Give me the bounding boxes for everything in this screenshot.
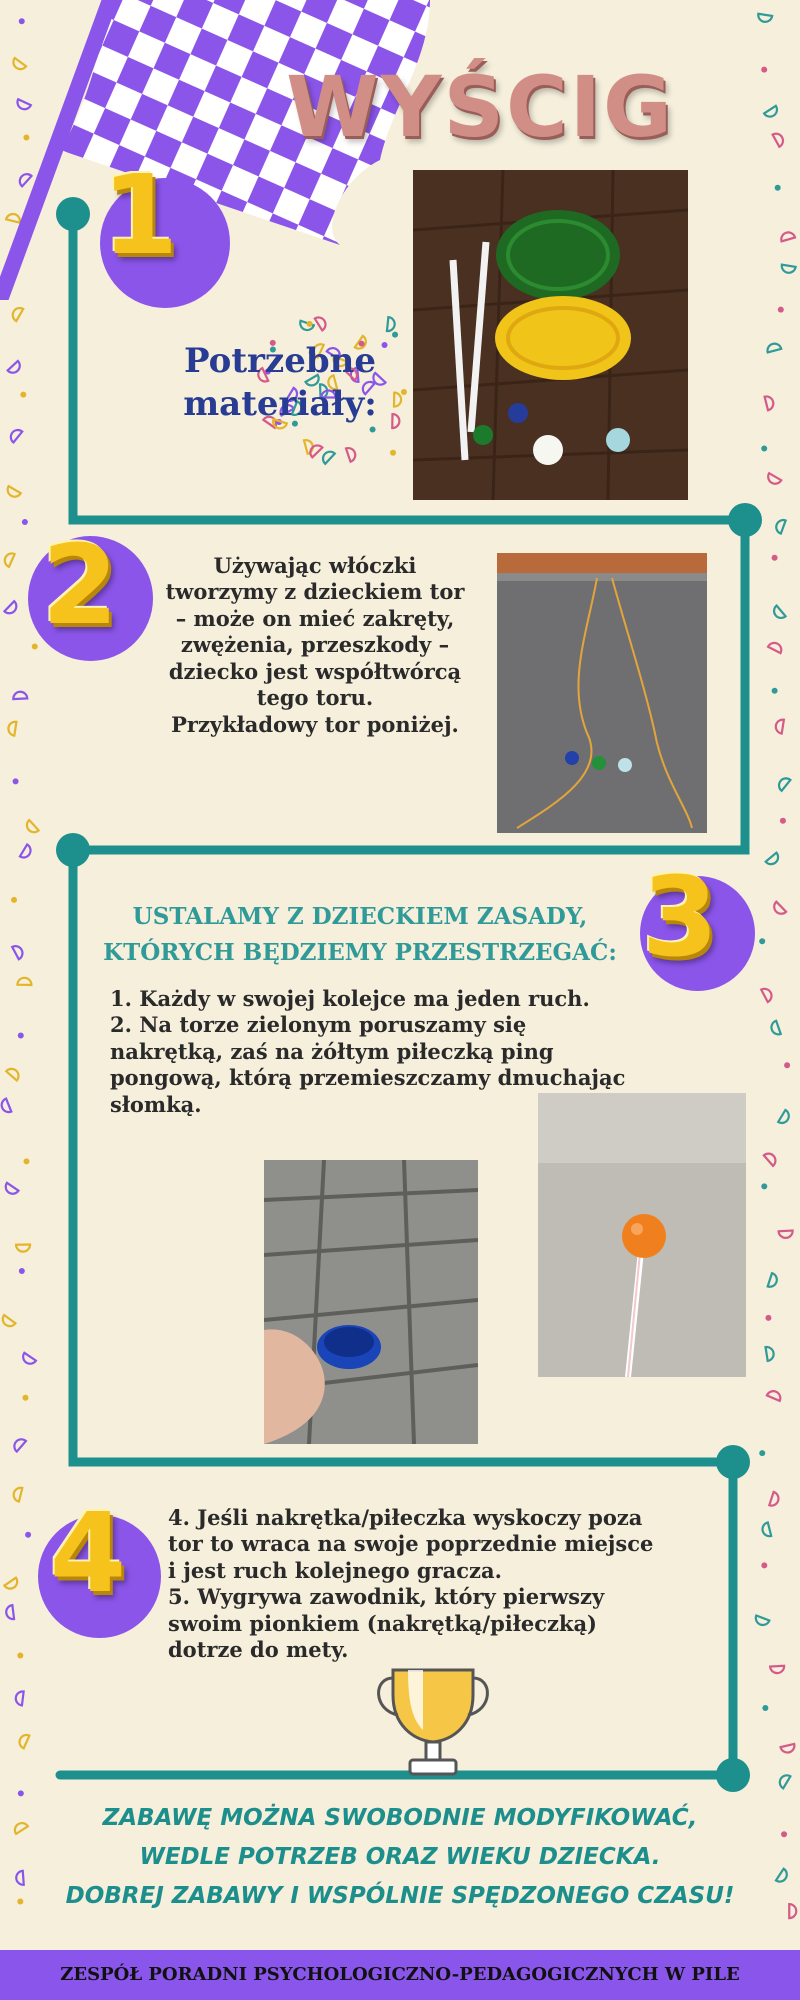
materials-photo [413, 170, 688, 500]
step-1-heading: Potrzebne materiały: [183, 341, 377, 424]
step-1-number: 1 [101, 151, 179, 279]
bottle-cap-photo [264, 1160, 478, 1444]
step-3-heading: USTALAMY Z DZIECKIEM ZASADY, KTÓRYCH BĘDZIEMY PRZESTRZEGAĆ: [103, 903, 617, 966]
ping-pong-photo [538, 1093, 746, 1377]
closing-message: ZABAWĘ MOŻNA SWOBODNIE MODYFIKOWAĆ, WEDLE POTRZEB ORAZ WIEKU DZIECKA. DOBREJ ZABAWY I WSPÓLNIE SPĘDZONEGO CZASU! [65, 1805, 735, 1910]
step-2-text: Używając włóczki tworzymy z dzieckiem tor – może on mieć zakręty, zwężenia, przeszkody – dziecko jest współtwórcą tego toru. Przykładowy tor poniżej. [165, 553, 465, 737]
step-3-rules: 1. Każdy w swojej kolejce ma jeden ruch. 2. Na torze zielonym poruszamy się nakrętką, zaś na żółtym piłeczką ping pongową, którą przemieszczamy dmuchając słomką. [110, 986, 626, 1117]
trophy-icon [368, 1660, 498, 1780]
track-photo [497, 553, 707, 833]
footer-banner: ZESPÓŁ PORADNI PSYCHOLOGICZNO-PEDAGOGICZNYCH W PILE [0, 1950, 800, 2000]
step-3-number: 3 [641, 853, 719, 981]
page-title: WYŚCIG [286, 58, 674, 156]
step-4-rules: 4. Jeśli nakrętka/piłeczka wyskoczy poza tor to wraca na swoje poprzednie miejsce i jest ruch kolejnego gracza. 5. Wygrywa zawodnik, który pierwszy swoim pionkiem (nakrętką/piłeczką) dotrze do mety. [168, 1505, 654, 1663]
step-2-number: 2 [41, 521, 119, 649]
step-4-number: 4 [49, 1489, 127, 1617]
